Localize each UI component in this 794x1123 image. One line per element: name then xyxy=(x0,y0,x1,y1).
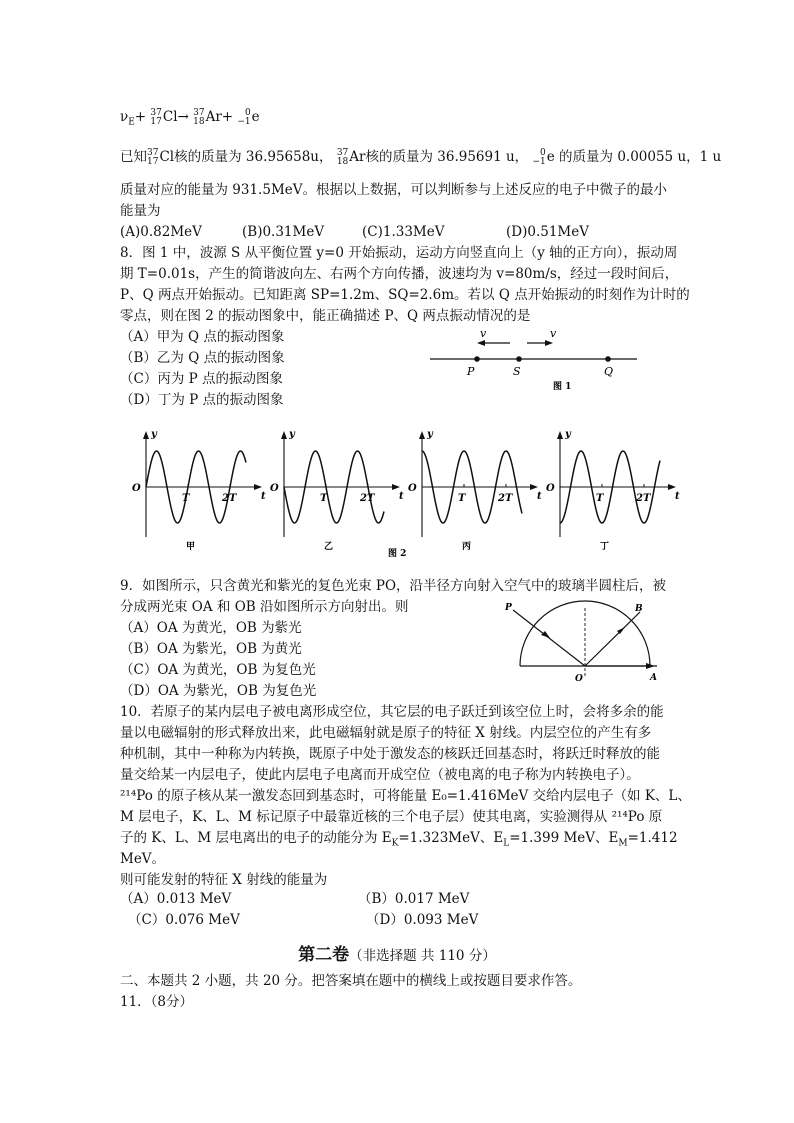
q7-option-d: (D)0.51MeV xyxy=(506,224,589,240)
q7-text-line1: 已知 37 17 Cl核的质量为 36.95658u， 37 18 Ar核的质量为 36.95691 u， 0 −1 e 的质量为 0.00055 u，1 u xyxy=(120,147,722,167)
q10-line7: 子的 K、L、M 层电离出的电子的动能分为 $E_K=1.323MeV$、$E_L=1.399$ MeV、$E_M=1.412$ xyxy=(120,830,678,849)
fig2-caption: 图 2 xyxy=(388,549,407,559)
q8-line3: P、Q 两点开始振动。已知距离 SP=1.2m、SQ=2.6m。若以 Q 点开始振动的时刻作为计时的 xyxy=(120,287,690,303)
q10-option-c: （C）0.076 MeV xyxy=(128,912,240,928)
fig2-tick-label-2t: 2T xyxy=(222,493,237,504)
q10-line3: 种机制，其中一种称为内转换，既原子中处于激发态的核跃迁回基态时，将跃迁时释放的能 xyxy=(120,746,660,762)
q10-option-b: （B）0.017 MeV xyxy=(358,891,470,907)
q9-option-a: （A）OA 为黄光，OB 为紫光 xyxy=(120,620,302,636)
q7-option-c: (C)1.33MeV xyxy=(362,224,445,240)
q7-text-line2: 质量对应的能量为 931.5MeV。根据以上数据，可以判断参与上述反应的电子中微子的最小 xyxy=(120,182,667,198)
fig1-label-q: Q xyxy=(604,365,614,378)
fig2-tick-label-2t: 2T xyxy=(360,493,375,504)
fig2-y-label: y xyxy=(427,429,433,440)
q8-figure-2 xyxy=(118,425,678,560)
fig2-t-label: t xyxy=(675,491,680,502)
fig2-t-arrow xyxy=(392,484,400,490)
fig2-y-arrow xyxy=(281,431,287,439)
fig2-origin-label: O xyxy=(408,483,417,494)
fig2-origin-label: O xyxy=(546,483,555,494)
q9-label-b: B xyxy=(635,604,643,614)
q8-line1: 8．图 1 中，波源 S 从平衡位置 y=0 开始振动，运动方向竖直向上（y 轴的正方向），振动周 xyxy=(120,245,678,261)
fig2-y-arrow xyxy=(143,431,149,439)
fig2-panel-label: 丙 xyxy=(462,542,472,552)
q10-line4: 量交给某一内层电子，使此内层电子电离而开成空位（被电离的电子称为内转换电子）。 xyxy=(120,767,640,783)
q8-line4: 零点，则在图 2 的振动图象中，能正确描述 P、Q 两点振动情况的是 xyxy=(120,308,531,324)
fig2-t-label: t xyxy=(399,491,404,502)
q8-line2: 期 T=0.01s，产生的简谐波向左、右两个方向传播，波速均为 v=80m/s，经过一段时间后， xyxy=(120,266,679,282)
fig1-caption: 图 1 xyxy=(553,382,572,392)
point-q xyxy=(605,356,611,362)
fig1-v-left: v xyxy=(480,327,487,340)
q8-option-b: （B）乙为 Q 点的振动图象 xyxy=(120,350,285,366)
fig2-panel-label: 甲 xyxy=(186,542,196,552)
q9-figure xyxy=(495,600,665,685)
q11-heading: 11．（8分） xyxy=(120,994,194,1010)
q10-line6: M 层电子，K、L、M 标记原子中最靠近核的三个电子层）使其电离，实验测得从 ²¹⁴Po 原 xyxy=(120,809,663,825)
fig2-y-label: y xyxy=(565,429,571,440)
point-s xyxy=(516,356,522,362)
point-p xyxy=(474,356,480,362)
fig2-t-arrow xyxy=(254,484,262,490)
q9-label-o: O xyxy=(575,674,583,684)
q9-line1: 9．如图所示，只含黄光和紫光的复色光束 PO，沿半径方向射入空气中的玻璃半圆柱后，被 xyxy=(120,578,667,594)
fig2-panel-label: 乙 xyxy=(324,542,334,552)
fig2-t-arrow xyxy=(530,484,538,490)
fig2-y-label: y xyxy=(289,429,295,440)
fig2-tick-label-t: T xyxy=(320,493,328,504)
fig2-tick-label-t: T xyxy=(182,493,190,504)
fig1-label-s: S xyxy=(513,365,521,378)
q9-label-p: P xyxy=(505,603,512,613)
q8-option-d: （D）丁为 P 点的振动图象 xyxy=(120,392,284,408)
q9-option-b: （B）OA 为紫光，OB 为黄光 xyxy=(120,641,302,657)
q9-line2: 分成两光束 OA 和 OB 沿如图所示方向射出。则 xyxy=(120,599,409,615)
q7-equation: $\nu_E+$ 37 17 Cl→ 37 18 Ar+ 0 −1 e xyxy=(120,107,260,128)
fig2-tick-label-t: T xyxy=(458,493,466,504)
fig2-origin-label: O xyxy=(270,483,279,494)
q10-line9: 则可能发射的特征 X 射线的能量为 xyxy=(120,872,328,888)
fig2-tick-label-t: T xyxy=(596,493,604,504)
q8-figure-1 xyxy=(425,325,645,395)
q10-line5: ²¹⁴Po 的原子核从某一激发态回到基态时，可将能量 E₀=1.416MeV 交给内层电子（如 K、L、 xyxy=(120,788,691,804)
q7-text-line3: 能量为 xyxy=(120,203,161,219)
fig2-t-label: t xyxy=(537,491,542,502)
q10-option-a: （A）0.013 MeV xyxy=(120,891,232,907)
fig1-v-right: v xyxy=(550,327,557,340)
q10-line2: 量以电磁辐射的形式释放出来，此电磁辐射就是原子的特征 X 射线。内层空位的产生有多 xyxy=(120,725,652,741)
q9-option-c: （C）OA 为黄光，OB 为复色光 xyxy=(120,662,316,678)
q10-option-d: （D）0.093 MeV xyxy=(366,912,479,928)
fig2-origin-label: O xyxy=(132,483,141,494)
fig2-y-arrow xyxy=(557,431,563,439)
fig1-label-p: P xyxy=(467,365,475,378)
q10-line1: 10．若原子的某内层电子被电离形成空位，其它层的电子跃迁到该空位上时，会将多余的能 xyxy=(120,704,664,720)
fig2-y-arrow xyxy=(419,431,425,439)
q9-label-a: A xyxy=(650,673,657,683)
fig2-t-label: t xyxy=(261,491,266,502)
q8-option-c: （C）丙为 P 点的振动图象 xyxy=(120,371,283,387)
fig2-tick-label-2t: 2T xyxy=(498,493,513,504)
q10-line8: MeV。 xyxy=(120,851,166,867)
q9-option-d: （D）OA 为紫光，OB 为复色光 xyxy=(120,683,317,699)
fig2-panel-label: 丁 xyxy=(600,542,610,552)
part2-heading: 第二卷（非选择题 共 110 分） xyxy=(298,945,496,965)
q7-option-b: (B)0.31MeV xyxy=(242,224,325,240)
q7-option-a: (A)0.82MeV xyxy=(120,224,202,240)
fig2-t-arrow xyxy=(668,484,676,490)
q8-option-a: （A）甲为 Q 点的振动图象 xyxy=(120,329,285,345)
fig2-tick-label-2t: 2T xyxy=(636,493,651,504)
part2-instruction: 二、本题共 2 小题，共 20 分。把答案填在题中的横线上或按题目要求作答。 xyxy=(120,973,582,989)
fig2-y-label: y xyxy=(151,429,157,440)
